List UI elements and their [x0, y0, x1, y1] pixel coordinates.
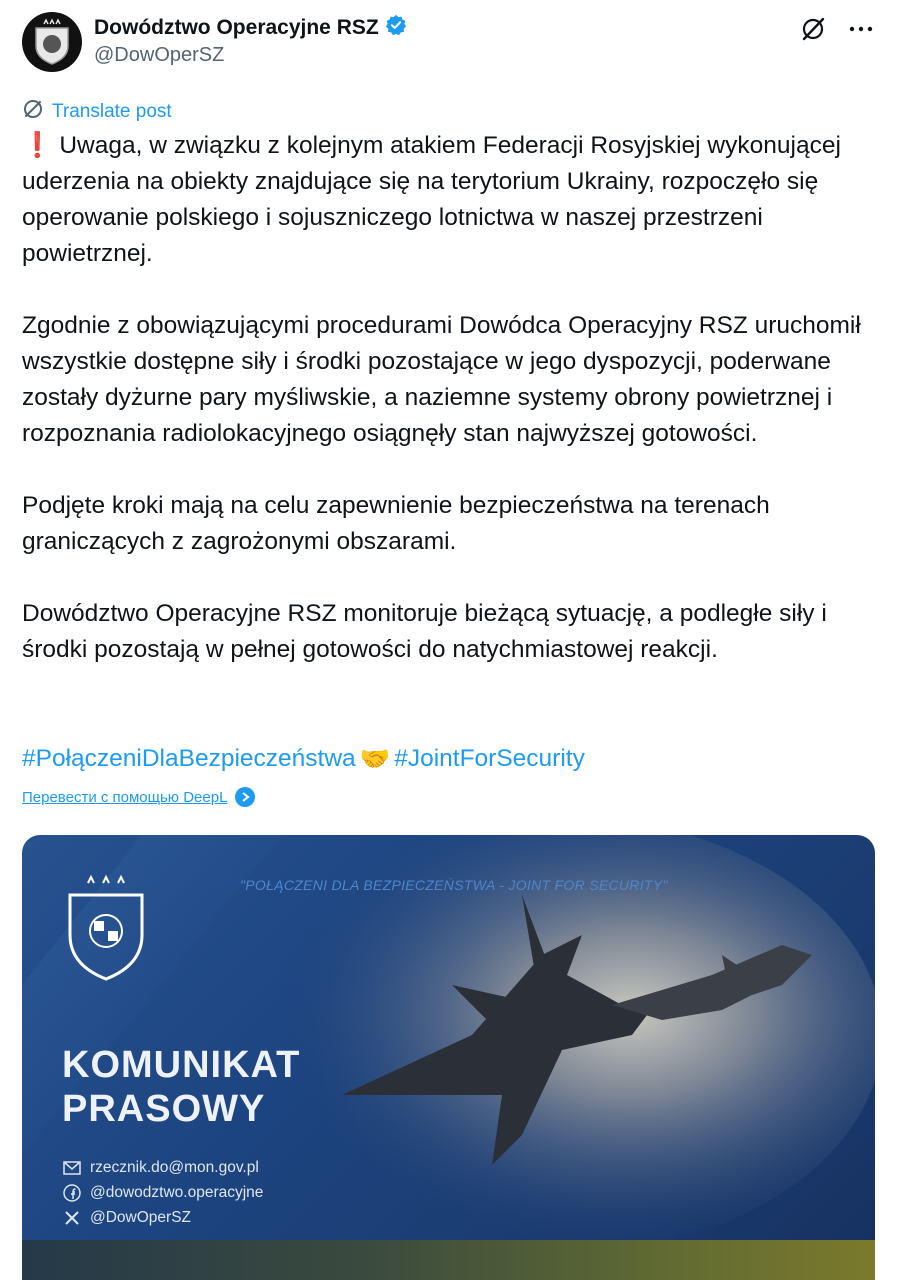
more-options-icon[interactable] — [844, 12, 878, 46]
post-media-image[interactable] — [22, 835, 875, 1280]
exclamation-icon: ❗ — [22, 132, 53, 159]
post-paragraph-4: Dowództwo Operacyjne RSZ monitoruje bieżącą sytuację, a podległe siły i środki pozostają w pełnej gotowości do natychmiastowej reakcji. — [22, 600, 827, 663]
hashtag-polaczeni[interactable]: #PołączeniDlaBezpieczeństwa — [22, 745, 356, 772]
emblem-logo — [60, 873, 152, 983]
translate-label: Translate post — [52, 101, 172, 122]
verified-badge-icon — [385, 14, 407, 41]
deepl-label: Перевести с помощью DeepL — [22, 788, 228, 806]
contact-facebook — [62, 1180, 263, 1205]
title-line-2: PRASOWY — [62, 1088, 266, 1130]
contact-email-text: rzecznik.do@mon.gov.pl — [90, 1158, 259, 1176]
grok-icon[interactable] — [796, 12, 830, 46]
deepl-translate-link[interactable] — [22, 787, 255, 807]
user-handle[interactable]: @DowOperSZ — [94, 44, 225, 66]
contact-x — [62, 1205, 263, 1230]
facebook-icon — [62, 1184, 82, 1202]
post-header — [22, 12, 878, 72]
contact-x-text: @DowOperSZ — [90, 1208, 192, 1226]
hashtag-jointforsecurity[interactable]: #JointForSecurity — [394, 745, 585, 772]
deepl-icon — [235, 787, 255, 807]
emblem-icon — [30, 18, 74, 66]
translate-post-link[interactable] — [22, 98, 172, 126]
post-paragraph-1 — [22, 128, 882, 272]
press-release-title — [62, 1043, 300, 1131]
contact-facebook-text: @dowodztwo.operacyjne — [90, 1183, 264, 1201]
title-line-1: KOMUNIKAT — [62, 1044, 301, 1086]
display-name[interactable]: Dowództwo Operacyjne RSZ — [94, 15, 379, 39]
handshake-icon: 🤝 — [359, 746, 391, 773]
media-slogan: "POŁĄCZENI DLA BEZPIECZEŃSTWA - JOINT FOR SECURITY" — [240, 877, 668, 893]
translate-icon — [22, 98, 44, 126]
post-body — [22, 128, 882, 704]
post-paragraph-2: Zgodnie z obowiązującymi procedurami Dowódca Operacyjny RSZ uruchomił wszystkie dostępne siły i środki pozostające w jego dyspozycji, poderwane zostały dyżurne pary myśliwskie, a naziemne systemy obrony powietrznej i rozpoznania radiolokacyjnego osiągnęły stan najwyższej gotowości. — [22, 312, 861, 447]
x-logo-icon — [62, 1210, 82, 1226]
contact-email — [62, 1155, 263, 1180]
paragraph-text: Uwaga, w związku z kolejnym atakiem Federacji Rosyjskiej wykonującej uderzenia na obiekty znajdujące się na terytorium Ukrainy, rozpoczęło się operowanie polskiego i sojuszniczego lotnictwa w naszej przestrzeni powietrznej. — [22, 132, 841, 267]
bottom-color-stripe — [22, 1240, 875, 1280]
hashtags — [22, 744, 585, 774]
mail-icon — [62, 1161, 82, 1175]
post-paragraph-3: Podjęte kroki mają na celu zapewnienie bezpieczeństwa na terenach graniczących z zagrożonymi obszarami. — [22, 492, 770, 555]
contact-list — [62, 1155, 263, 1230]
avatar[interactable] — [22, 12, 82, 72]
